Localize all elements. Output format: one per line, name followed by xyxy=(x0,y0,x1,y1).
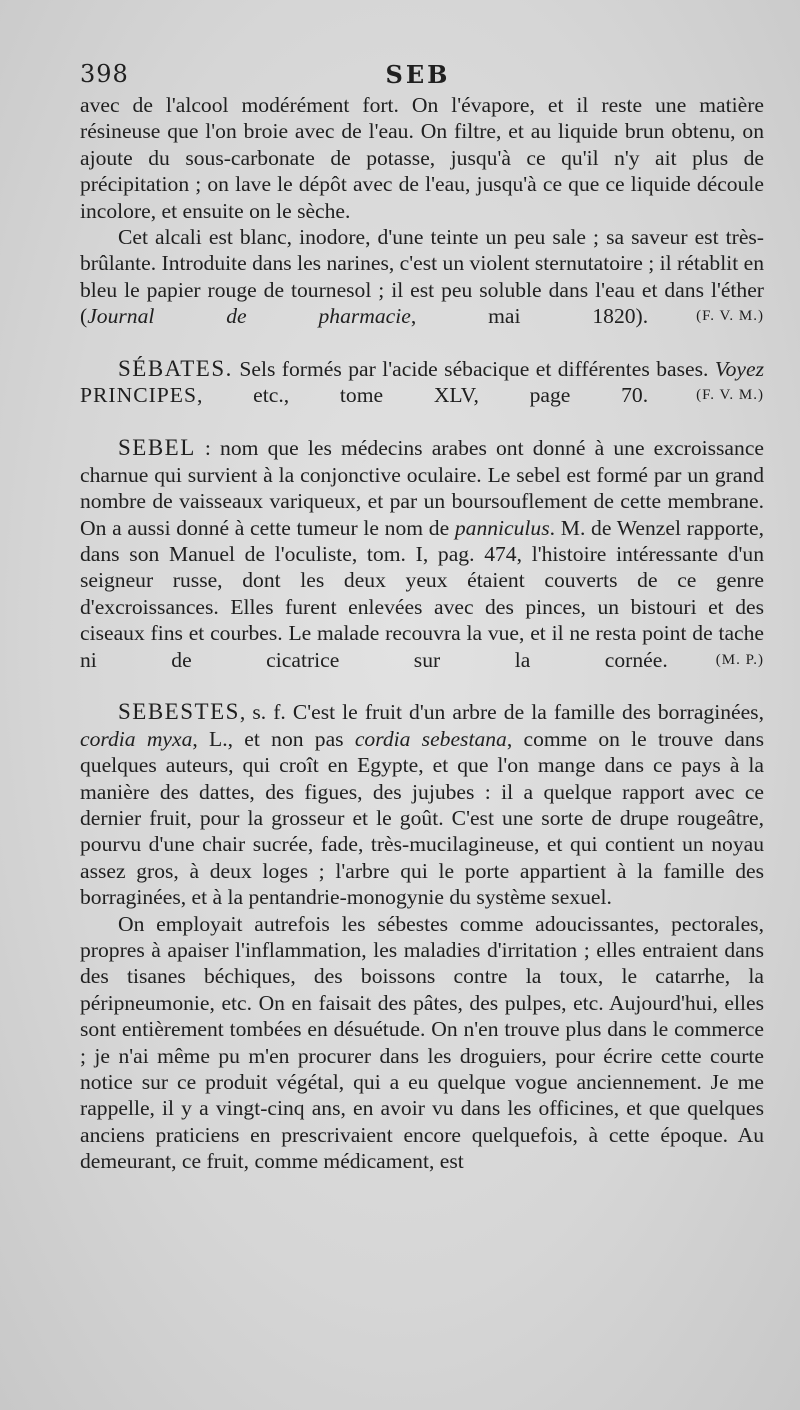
entry-text: : nom que les médecins arabes ont donné à une excroissance charnue qui survient à la conjonctive oculaire. Le sebel est formé par un grand nombre de vaisseaux variqueux, et par un boursouflement de cette membrane. On a aussi donné à cette tumeur le nom de xyxy=(80,436,764,540)
entry-text-mid: , L., et non pas xyxy=(192,726,355,751)
latin-term: cordia sebestana xyxy=(354,726,507,751)
author-signature: (F. V. M.) xyxy=(696,387,764,404)
entry-text-end: . M. de Wenzel rapporte, dans son Manuel de l'oculiste, tom. I, pag. 474, l'histoire intéressante d'un seigneur russe, dont les deux yeux étaient couverts de ce genre d'excroissances. Elles furent enlevées avec des pinces, un bistouri et des ciseaux fins et courbes. Le malade recouvra la vue, et il ne resta point de tache ni de cicatrice sur la cornée. xyxy=(80,515,764,672)
entry-sebestes xyxy=(80,699,764,910)
author-signature: (F. V. M.) xyxy=(696,308,764,325)
entry-headword: SEBESTES xyxy=(118,699,240,725)
entry-headword: SEBEL xyxy=(118,435,196,461)
entry-headword: SÉBATES. xyxy=(118,356,233,382)
entry-text-end: , comme on le trouve dans quelques auteurs, qui croît en Egypte, et que l'on mange dans ce pays à la manière des dattes, des figues, des jujubes : il a quelque rapport avec ce dernier fruit, pour la grosseur et le goût. C'est une sorte de drupe rougeâtre, pourvu d'une chair sucrée, fade, très-mucilagineuse, et qui contient un noyau assez gros, à deux loges ; l'arbre qui le porte appartient à la famille des borraginées, et à la pentandrie-monogynie du système sexuel. xyxy=(80,726,765,910)
paragraph-text: Cet alcali est blanc, inodore, d'une teinte un peu sale ; sa saveur est très-brûlante. Introduite dans les narines, c'est un violent sternutatoire ; il rétablit en bleu le papier rouge de tournesol ; il est peu soluble dans l'eau et dans l'éther ( xyxy=(80,225,764,329)
cross-reference-voyez: Voyez xyxy=(714,357,764,382)
author-signature: (M. P.) xyxy=(715,651,764,668)
page-body xyxy=(80,92,764,1175)
page-header xyxy=(80,60,756,96)
entry-text: Sels formés par l'acide sébacique et différentes bases. xyxy=(232,357,715,382)
cross-reference-target: PRINCIPES xyxy=(80,383,198,408)
paragraph-text-end: , mai 1820). xyxy=(410,304,649,329)
entry-text-end: , etc., tome XLV, page 70. xyxy=(197,383,649,408)
latin-term: cordia myxa xyxy=(80,726,193,751)
entry-text: , s. f. C'est le fruit d'un arbre de la famille des borraginées, xyxy=(239,700,764,725)
paragraph-text: avec de l'alcool modérément fort. On l'évapore, et il reste une matière résineuse que l'on broie avec de l'eau. On filtre, et au liquide brun obtenu, on ajoute du sous-carbonate de potasse, jusqu'à ce qu'il n'y ait plus de précipitation ; on lave le dépôt avec de l'eau, jusqu'à ce que ce liquide découle incolore, et ensuite on le sèche. xyxy=(80,93,764,223)
latin-term: panniculus xyxy=(454,515,550,540)
paragraph-usage xyxy=(80,911,764,1175)
entry-sebel xyxy=(80,435,764,699)
page-number: 398 xyxy=(80,60,129,88)
paragraph-continuation xyxy=(80,92,764,224)
journal-reference: Journal de pharmacie xyxy=(87,304,411,329)
paragraph-text: On employait autrefois les sébestes comme adoucissantes, pectorales, propres à apaiser l'inflammation, les maladies d'irritation ; elles entraient dans des tisanes béchiques, des boissons contre la toux, le catarrhe, la péripneumonie, etc. On en faisait des pâtes, des pulpes, etc. Aujourd'hui, elles sont entièrement tombées en désuétude. On n'en trouve plus dans le commerce ; je n'ai même pu m'en procurer dans les droguiers, pour écrire cette courte notice sur ce produit végétal, qui a eu quelque vogue anciennement. Je me rappelle, il y a vingt-cinq ans, en avoir vu dans les officines, et que quelques anciens praticiens en prescrivaient encore quelquefois, à cette époque. Au demeurant, ce fruit, comme médicament, est xyxy=(80,911,764,1174)
running-head: SEB xyxy=(385,60,451,89)
paragraph-alcali xyxy=(80,224,764,356)
entry-sebates xyxy=(80,356,764,435)
